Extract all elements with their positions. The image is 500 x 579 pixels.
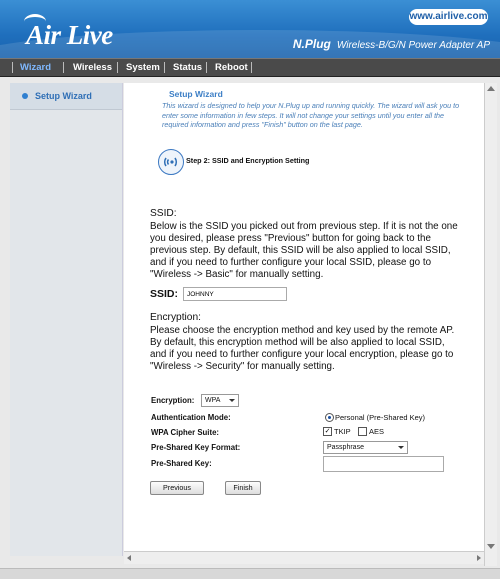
chevron-down-icon: [229, 399, 235, 402]
auth-mode-label: Authentication Mode:: [151, 413, 231, 422]
product-description: Wireless-B/G/N Power Adapter AP: [336, 40, 490, 51]
nav-separator: [251, 62, 252, 73]
scroll-left-icon[interactable]: [127, 555, 131, 561]
ssid-description: Below is the SSID you picked out from previous step. If it is not the one you desired, please press "Previous" button for going back to the previous step. By default, this SSID will be also applied to local SSID, and if you need to further configure your local SSID, please go to "Wireless -> Basic" for manually setting.: [150, 221, 458, 280]
encryption-heading: Encryption:: [150, 312, 201, 323]
scroll-up-icon[interactable]: [487, 86, 495, 91]
cipher-suite-label: WPA Cipher Suite:: [151, 428, 220, 437]
psk-format-label: Pre-Shared Key Format:: [151, 443, 241, 452]
ssid-input[interactable]: [183, 287, 287, 301]
scroll-right-icon[interactable]: [477, 555, 481, 561]
nav-separator: [206, 62, 207, 73]
nav-separator: [63, 62, 64, 73]
nav-wireless[interactable]: Wireless: [73, 62, 112, 73]
horizontal-scrollbar[interactable]: [124, 551, 484, 564]
encryption-select[interactable]: [201, 394, 239, 407]
vertical-scrollbar[interactable]: [484, 83, 497, 566]
auth-personal-label: Personal (Pre-Shared Key): [335, 413, 426, 422]
encryption-label: Encryption:: [151, 396, 195, 405]
previous-button[interactable]: Previous: [150, 481, 204, 495]
encryption-description: Please choose the encryption method and key used by the remote AP. By default, this encryption method will be also applied to local SSID, and if you need to further configure your local encryption, please go to "Wireless -> Security" for manually setting.: [150, 325, 455, 372]
bullet-icon: [22, 93, 28, 99]
product-name: N.Plug: [292, 37, 331, 51]
sidebar-item-setup-wizard[interactable]: [10, 83, 122, 110]
encryption-selected-value: WPA: [205, 397, 221, 404]
nav-wizard[interactable]: Wizard: [20, 62, 52, 73]
header-banner: [0, 0, 500, 58]
ssid-heading: SSID:: [150, 208, 177, 219]
nav-system[interactable]: System: [126, 62, 160, 73]
nav-separator: [164, 62, 165, 73]
main-content: [124, 83, 484, 551]
page-title: Setup Wizard: [169, 89, 223, 99]
chevron-down-icon: [398, 446, 404, 449]
sidebar: [10, 83, 123, 556]
scroll-down-icon[interactable]: [487, 544, 495, 549]
nav-separator: [117, 62, 118, 73]
psk-input[interactable]: [323, 456, 444, 472]
wizard-intro: This wizard is designed to help your N.Plug up and running quickly. The wizard will ask you to enter some information in few steps. It will not change your settings until you enter all the required information and press "Finish" button on the last page.: [162, 101, 460, 129]
wireless-signal-icon: [158, 149, 184, 175]
aes-checkbox[interactable]: [358, 427, 367, 436]
nav-status[interactable]: Status: [173, 62, 203, 73]
step-title: Step 2: SSID and Encryption Setting: [186, 156, 310, 165]
website-link[interactable]: www.airlive.com: [409, 9, 488, 25]
auth-personal-radio[interactable]: [325, 413, 334, 422]
sidebar-item-label: Setup Wizard: [35, 91, 92, 101]
aes-label: AES: [369, 427, 385, 436]
tkip-checkbox[interactable]: ✓: [324, 428, 331, 435]
nav-separator: [12, 62, 13, 73]
psk-format-selected-value: Passphrase: [327, 444, 364, 451]
psk-format-select[interactable]: [323, 441, 408, 454]
finish-button[interactable]: Finish: [225, 481, 261, 495]
psk-label: Pre-Shared Key:: [151, 459, 212, 468]
airlive-logo: Air Live: [26, 20, 113, 50]
footer-bar: [0, 568, 500, 579]
tkip-label: TKIP: [334, 427, 351, 436]
ssid-label: SSID:: [150, 288, 179, 300]
product-label: [293, 37, 490, 51]
top-navigation: [0, 58, 500, 77]
nav-reboot[interactable]: Reboot: [215, 62, 248, 73]
